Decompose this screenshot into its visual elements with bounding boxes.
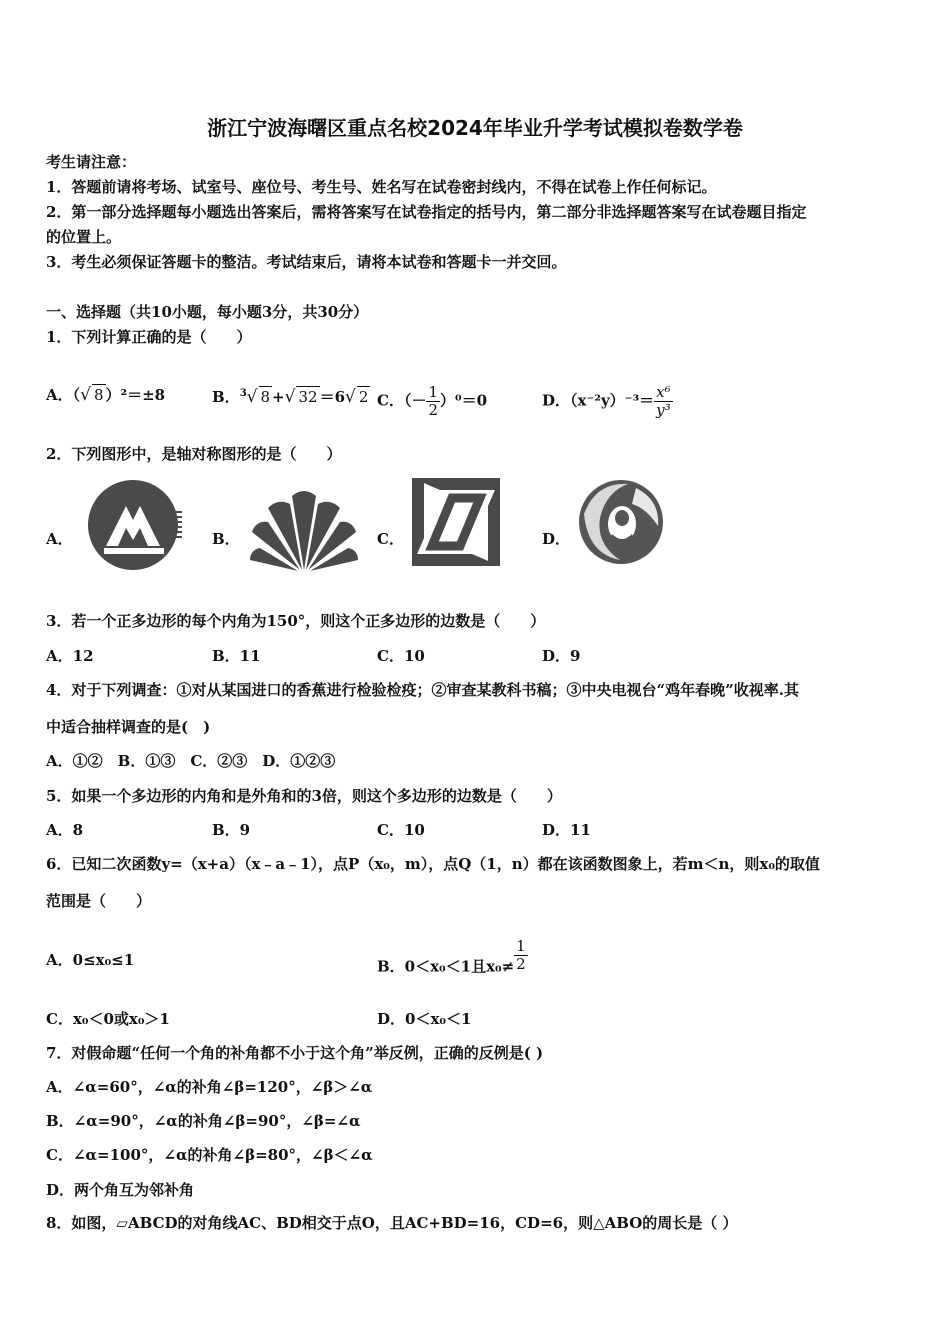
q1-a-label: A．（	[46, 386, 81, 404]
q1-option-a	[46, 384, 165, 405]
notice-item-2-cont: 的位置上。	[46, 228, 122, 246]
q1-d-den: y³	[656, 401, 671, 419]
circular-logo-figure	[576, 474, 666, 570]
section-heading: 一、选择题（共10小题，每小题3分，共30分）	[46, 303, 369, 321]
q6-b-text: B．0＜x₀＜1且x₀≠	[377, 957, 515, 976]
q6-stem-line-2: 范围是（ ）	[46, 892, 152, 910]
q1-c-den: 2	[428, 401, 438, 419]
q4-options: A．①② B．①③ C．②③ D．①②③	[46, 752, 336, 770]
q6-option-a: A．0≤x₀≤1	[46, 951, 135, 969]
q1-a-tail: ）²＝±8	[105, 386, 166, 404]
fraction	[426, 384, 440, 419]
q4-stem-line-1: 4．对于下列调查：①对从某国进口的香蕉进行检验检疫；②审查某教科书稿；③中央电视台“鸡年春晚”收视率.其	[46, 681, 799, 699]
fraction	[654, 384, 673, 419]
q6-option-c: C．x₀＜0或x₀＞1	[46, 1010, 170, 1028]
q1-c-num: 1	[428, 383, 438, 401]
q2-stem: 2．下列图形中，是轴对称图形的是（ ）	[46, 445, 342, 463]
q1-d-num: x⁶	[654, 384, 673, 402]
sqrt-icon: √	[80, 385, 91, 405]
geometric-square-figure	[410, 476, 502, 568]
q1-b-radicand-3: 2	[358, 388, 369, 406]
q2-option-a-label: A．	[46, 530, 73, 548]
q7-stem: 7．对假命题“任何一个角的补角都不小于这个角”举反例，正确的反例是( )	[46, 1044, 544, 1062]
q3-option-d: D．9	[542, 647, 581, 665]
q3-option-a: A．12	[46, 647, 94, 665]
q1-option-c	[377, 384, 487, 419]
q4-stem-line-2: 中适合抽样调查的是( )	[46, 718, 211, 736]
notice-item-1: 1．答题前请将考场、试室号、座位号、考生号、姓名写在试卷密封线内，不得在试卷上作任何标记。	[46, 178, 717, 196]
exam-title: 浙江宁波海曙区重点名校2024年毕业升学考试模拟卷数学卷	[207, 116, 743, 140]
q1-a-radicand: 8	[93, 386, 104, 404]
fraction	[514, 938, 528, 973]
q5-option-d: D．11	[542, 821, 591, 839]
q1-b-label: B．	[212, 388, 240, 406]
q1-c-label: C．（－	[377, 391, 427, 410]
q7-option-a: A．∠α=60°，∠α的补角∠β=120°，∠β＞∠α	[46, 1078, 373, 1096]
q8-stem: 8．如图，▱ABCD的对角线AC、BD相交于点O，且AC+BD=16，CD=6，则△ABO的周长是（ ）	[46, 1214, 738, 1232]
q7-option-c: C．∠α=100°，∠α的补角∠β=80°，∠β＜∠α	[46, 1146, 373, 1164]
q7-option-b: B．∠α=90°，∠α的补角∠β=90°，∠β=∠α	[46, 1112, 361, 1130]
q6-stem-line-1: 6．已知二次函数y=（x+a）（x﹣a﹣1），点P（x₀，m），点Q（1，n）都在该函数图象上，若m＜n，则x₀的取值	[46, 855, 820, 873]
q1-b-root-index: 3	[239, 388, 247, 399]
q7-option-d: D．两个角互为邻补角	[46, 1181, 195, 1199]
q5-option-b: B．9	[212, 821, 251, 839]
q5-option-c: C．10	[377, 821, 425, 839]
q2-option-d-label: D．	[542, 530, 571, 548]
q6-b-num: 1	[516, 937, 526, 955]
q1-stem: 1．下列计算正确的是（ ）	[46, 328, 252, 346]
q1-c-tail: ）⁰＝0	[440, 391, 488, 410]
notice-item-3: 3．考生必须保证答题卡的整洁。考试结束后，请将本试卷和答题卡一并交回。	[46, 253, 567, 271]
q1-b-radicand-2: 32	[298, 388, 318, 406]
q5-stem: 5．如果一个多边形的内角和是外角和的3倍，则这个多边形的边数是（ ）	[46, 787, 562, 805]
petal-logo-figure	[248, 486, 360, 572]
q3-option-b: B．11	[212, 647, 261, 665]
q2-option-c-label: C．	[377, 530, 404, 548]
q1-option-b	[212, 384, 370, 407]
q1-option-d	[542, 384, 673, 419]
q1-b-radicand-1: 8	[260, 388, 271, 406]
q3-stem: 3．若一个正多边形的每个内角为150°，则这个正多边形的边数是（ ）	[46, 612, 546, 630]
q5-option-a: A．8	[46, 821, 84, 839]
notice-item-2: 2．第一部分选择题每小题选出答案后，需将答案写在试卷指定的括号内，第二部分非选择题答案写在试卷题目指定	[46, 203, 807, 221]
sqrt-icon: √	[284, 387, 296, 407]
q3-option-c: C．10	[377, 647, 425, 665]
q6-option-b	[377, 937, 528, 985]
q6-option-d: D．0＜x₀＜1	[377, 1010, 472, 1028]
sqrt-icon: √	[246, 387, 258, 407]
q1-b-plus: +	[272, 388, 285, 406]
notice-heading: 考生请注意：	[46, 153, 137, 171]
q1-d-label: D．（x⁻²y）⁻³＝	[542, 391, 655, 410]
q2-option-b-label: B．	[212, 530, 240, 548]
q6-b-den: 2	[516, 955, 526, 973]
bank-logo-figure	[86, 478, 184, 572]
q1-b-eq: ＝6	[319, 388, 345, 406]
sqrt-icon: √	[345, 387, 356, 407]
